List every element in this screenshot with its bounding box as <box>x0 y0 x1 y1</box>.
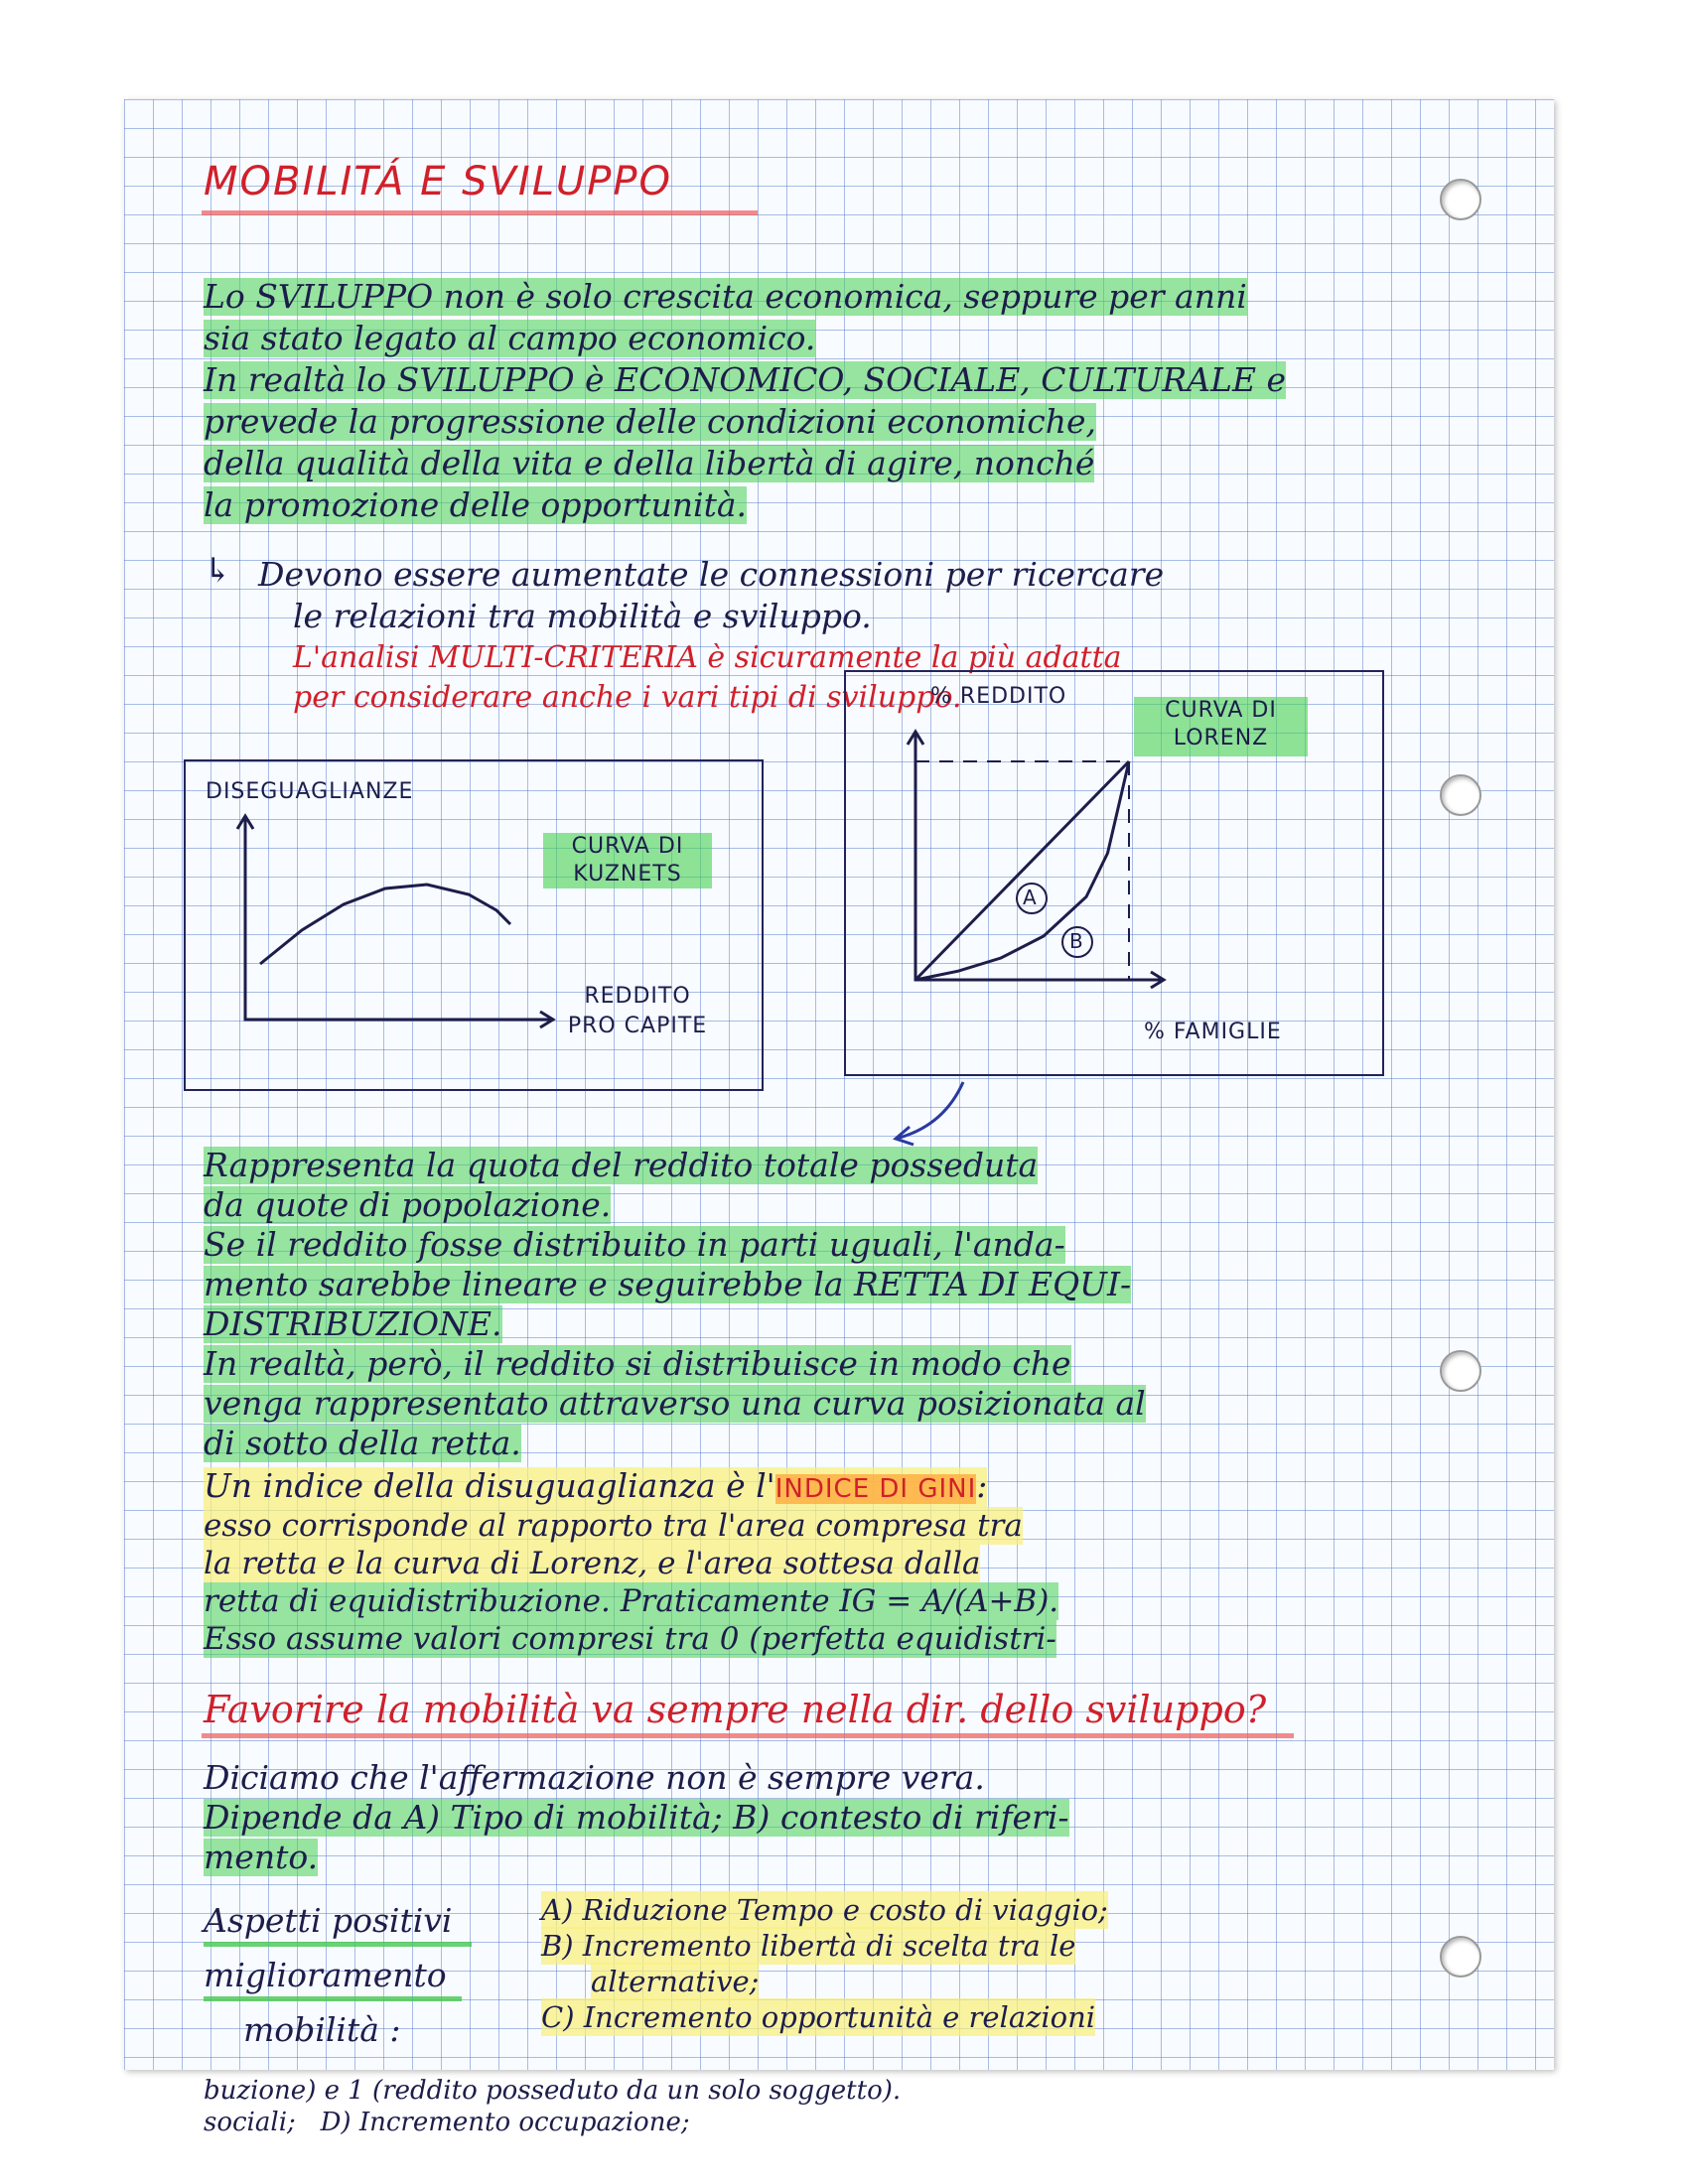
aspects-label-line: Aspetti positivi <box>204 1901 453 1940</box>
page-footer-continuation <box>204 2075 1554 2138</box>
aspects-underline <box>204 1942 472 1947</box>
page-title: MOBILITÁ E SVILUPPO <box>204 159 672 205</box>
list-item: A) Riduzione Tempo e costo di viaggio; <box>541 1893 1108 1927</box>
text-line: di sotto della retta. <box>204 1424 521 1462</box>
kuznets-axes <box>245 816 553 1020</box>
area-b-label: B <box>1069 929 1084 953</box>
gini-suffix: : <box>976 1466 988 1505</box>
text-line: In realtà, però, il reddito si distribuisce in modo che <box>204 1344 1071 1383</box>
aspects-underline <box>204 1996 462 2001</box>
binder-hole <box>1440 1350 1481 1392</box>
text-line: Se il reddito fosse distribuito in parti uguali, l'anda- <box>204 1225 1065 1264</box>
intro-line: In realtà lo SVILUPPO è ECONOMICO, SOCIALE, CULTURALE e <box>204 360 1287 399</box>
binder-hole <box>1440 774 1481 816</box>
lorenz-y-label: % REDDITO <box>930 684 1067 709</box>
intro-line: della qualità della vita e della libertà di agire, nonché <box>204 444 1095 482</box>
kuznets-curve <box>260 885 510 964</box>
note-line: per considerare anche i vari tipi di sviluppo. <box>293 680 962 715</box>
arrow-icon: ↳ <box>204 551 232 591</box>
note-line: L'analisi MULTI-CRITERIA è sicuramente la più adatta <box>293 640 1122 675</box>
text-line: Diciamo che l'affermazione non è sempre vera. <box>204 1758 985 1797</box>
lorenz-chart-panel <box>844 670 1384 1076</box>
intro-line: Lo SVILUPPO non è solo crescita economica, seppure per anni <box>204 277 1247 316</box>
gini-term: INDICE DI GINI <box>774 1474 977 1504</box>
kuznets-curve-label: CURVA DI KUZNETS <box>543 833 712 888</box>
text-line: da quote di popolazione. <box>204 1185 612 1224</box>
gini-intro-line <box>204 1467 987 1508</box>
list-item: B) Incremento libertà di scelta tra le <box>541 1929 1076 1963</box>
section-heading: Favorire la mobilità va sempre nella dir. dello sviluppo? <box>204 1688 1267 1731</box>
list-item: alternative; <box>591 1965 760 1998</box>
gini-prefix: Un indice della disuguaglianza è l' <box>204 1466 775 1505</box>
kuznets-chart-panel <box>184 759 764 1091</box>
intro-line: prevede la progressione delle condizioni economiche, <box>204 402 1096 441</box>
text-line: Dipende da A) Tipo di mobilità; B) contesto di riferi- <box>204 1798 1069 1837</box>
section-underline <box>202 1733 1294 1738</box>
text-line: DISTRIBUZIONE. <box>204 1304 502 1343</box>
note-line: Devono essere aumentate le connessioni per ricercare <box>258 555 1165 594</box>
aspects-label-line: mobilità : <box>243 2010 401 2049</box>
text-line: Esso assume valori compresi tra 0 (perfetta equidistri- <box>204 1621 1056 1657</box>
text-line: mento sarebbe lineare e seguirebbe la RETTA DI EQUI- <box>204 1265 1132 1303</box>
text-line: Rappresenta la quota del reddito totale posseduta <box>204 1146 1039 1184</box>
text-line: retta di equidistribuzione. Praticamente IG = A/(A+B). <box>204 1583 1059 1619</box>
text-line: la retta e la curva di Lorenz, e l'area sottesa dalla <box>204 1546 981 1581</box>
text-line: buzione) e 1 (reddito posseduto da un solo soggetto). <box>204 2076 902 2106</box>
list-item: C) Incremento opportunità e relazioni <box>541 2000 1096 2034</box>
kuznets-y-label: DISEGUAGLIANZE <box>206 779 414 804</box>
text-line: venga rappresentato attraverso una curva posizionata al <box>204 1384 1146 1423</box>
area-a-label: A <box>1023 886 1038 909</box>
intro-line: sia stato legato al campo economico. <box>204 319 816 357</box>
intro-line: la promozione delle opportunità. <box>204 485 748 524</box>
notebook-page <box>124 99 1554 2070</box>
lorenz-curve-label: CURVA DI LORENZ <box>1134 697 1308 756</box>
note-line: le relazioni tra mobilità e sviluppo. <box>293 597 872 635</box>
pointer-arrow-icon <box>884 1077 973 1152</box>
title-underline <box>202 210 758 215</box>
binder-hole <box>1440 1936 1481 1978</box>
text-line: mento. <box>204 1838 319 1876</box>
binder-hole <box>1440 179 1481 220</box>
list-item: sociali; D) Incremento occupazione; <box>204 2108 690 2137</box>
aspects-label-line: miglioramento <box>204 1956 447 1994</box>
text-line: esso corrisponde al rapporto tra l'area compresa tra <box>204 1508 1023 1544</box>
lorenz-x-label: % FAMIGLIE <box>1144 1020 1282 1044</box>
kuznets-x-label: REDDITO PRO CAPITE <box>567 984 708 1038</box>
